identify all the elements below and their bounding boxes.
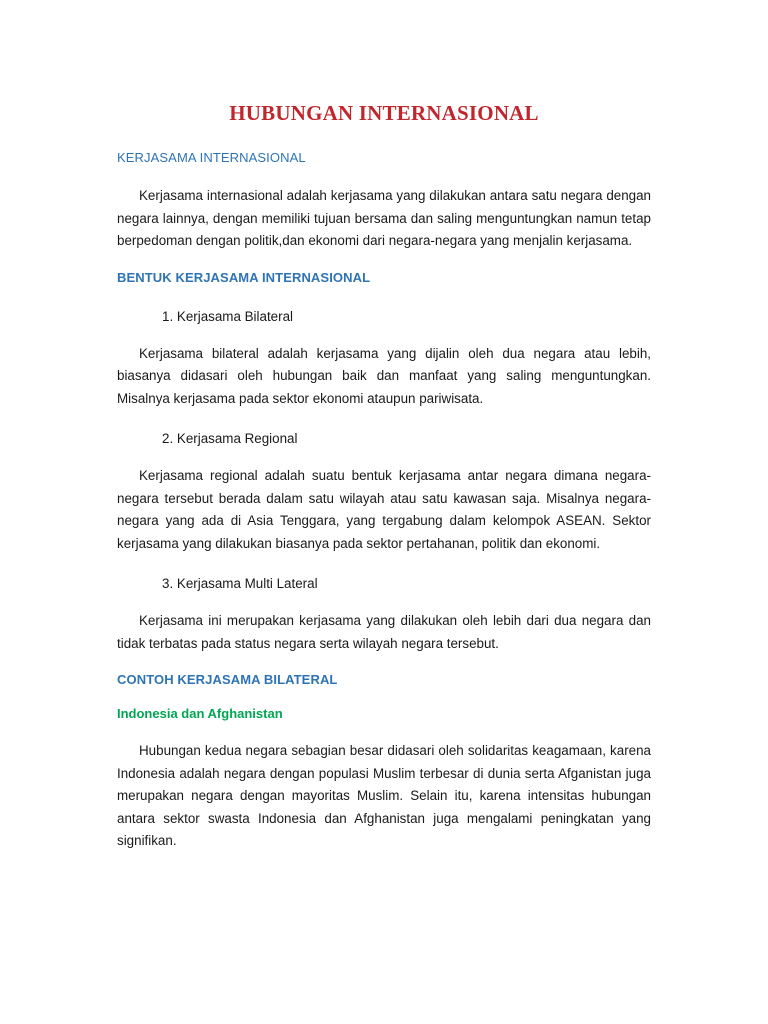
list-item-multilateral: 3. Kerjasama Multi Lateral bbox=[162, 576, 318, 591]
bilateral-paragraph: Kerjasama bilateral adalah kerjasama yang dijalin oleh dua negara atau lebih, biasanya didasari oleh hubungan baik dan manfaat yang saling menguntungkan. Misalnya kerjasama pada sektor ekonomi ataupun pariwisata. bbox=[117, 345, 651, 406]
intro-paragraph: Kerjasama internasional adalah kerjasama yang dilakukan antara satu negara dengan negara lainnya, dengan memiliki tujuan bersama dan saling menguntungkan namun tetap berpedoman dengan politik,dan ekonomi dari negara-negara yang menjalin kerjasama. bbox=[117, 188, 651, 248]
examples-heading: CONTOH KERJASAMA BILATERAL bbox=[117, 672, 338, 687]
list-item-regional: 2. Kerjasama Regional bbox=[162, 431, 298, 446]
multilateral-paragraph: Kerjasama ini merupakan kerjasama yang dilakukan oleh lebih dari dua negara dan tidak terbatas pada status negara serta wilayah negara tersebut. bbox=[117, 613, 651, 651]
forms-heading: BENTUK KERJASAMA INTERNASIONAL bbox=[117, 269, 371, 285]
document-title: HUBUNGAN INTERNASIONAL bbox=[229, 101, 539, 125]
example-subheading: Indonesia dan Afghanistan bbox=[117, 706, 283, 721]
list-item-bilateral: 1. Kerjasama Bilateral bbox=[162, 308, 293, 324]
regional-paragraph: Kerjasama regional adalah suatu bentuk kerjasama antar negara dimana negara-negara tersebut berada dalam satu wilayah atau satu kawasan saja. Misalnya negara-negara yang ada di Asia Tenggara, yang tergabung dalam kelompok ASEAN. Sektor kerjasama yang dilakukan biasanya pada sektor pertahanan, politik dan ekonomi. bbox=[117, 468, 651, 551]
example-paragraph: Hubungan kedua negara sebagian besar didasari oleh solidaritas keagamaan, karena Indonesia adalah negara dengan populasi Muslim terbesar di dunia serta Afganistan juga merupakan negara dengan mayoritas Muslim. Selain itu, karena intensitas hubungan antara sektor swasta Indonesia dan Afghanistan juga mengalami peningkatan yang signifikan. bbox=[117, 743, 651, 848]
intro-heading: KERJASAMA INTERNASIONAL bbox=[117, 150, 306, 165]
